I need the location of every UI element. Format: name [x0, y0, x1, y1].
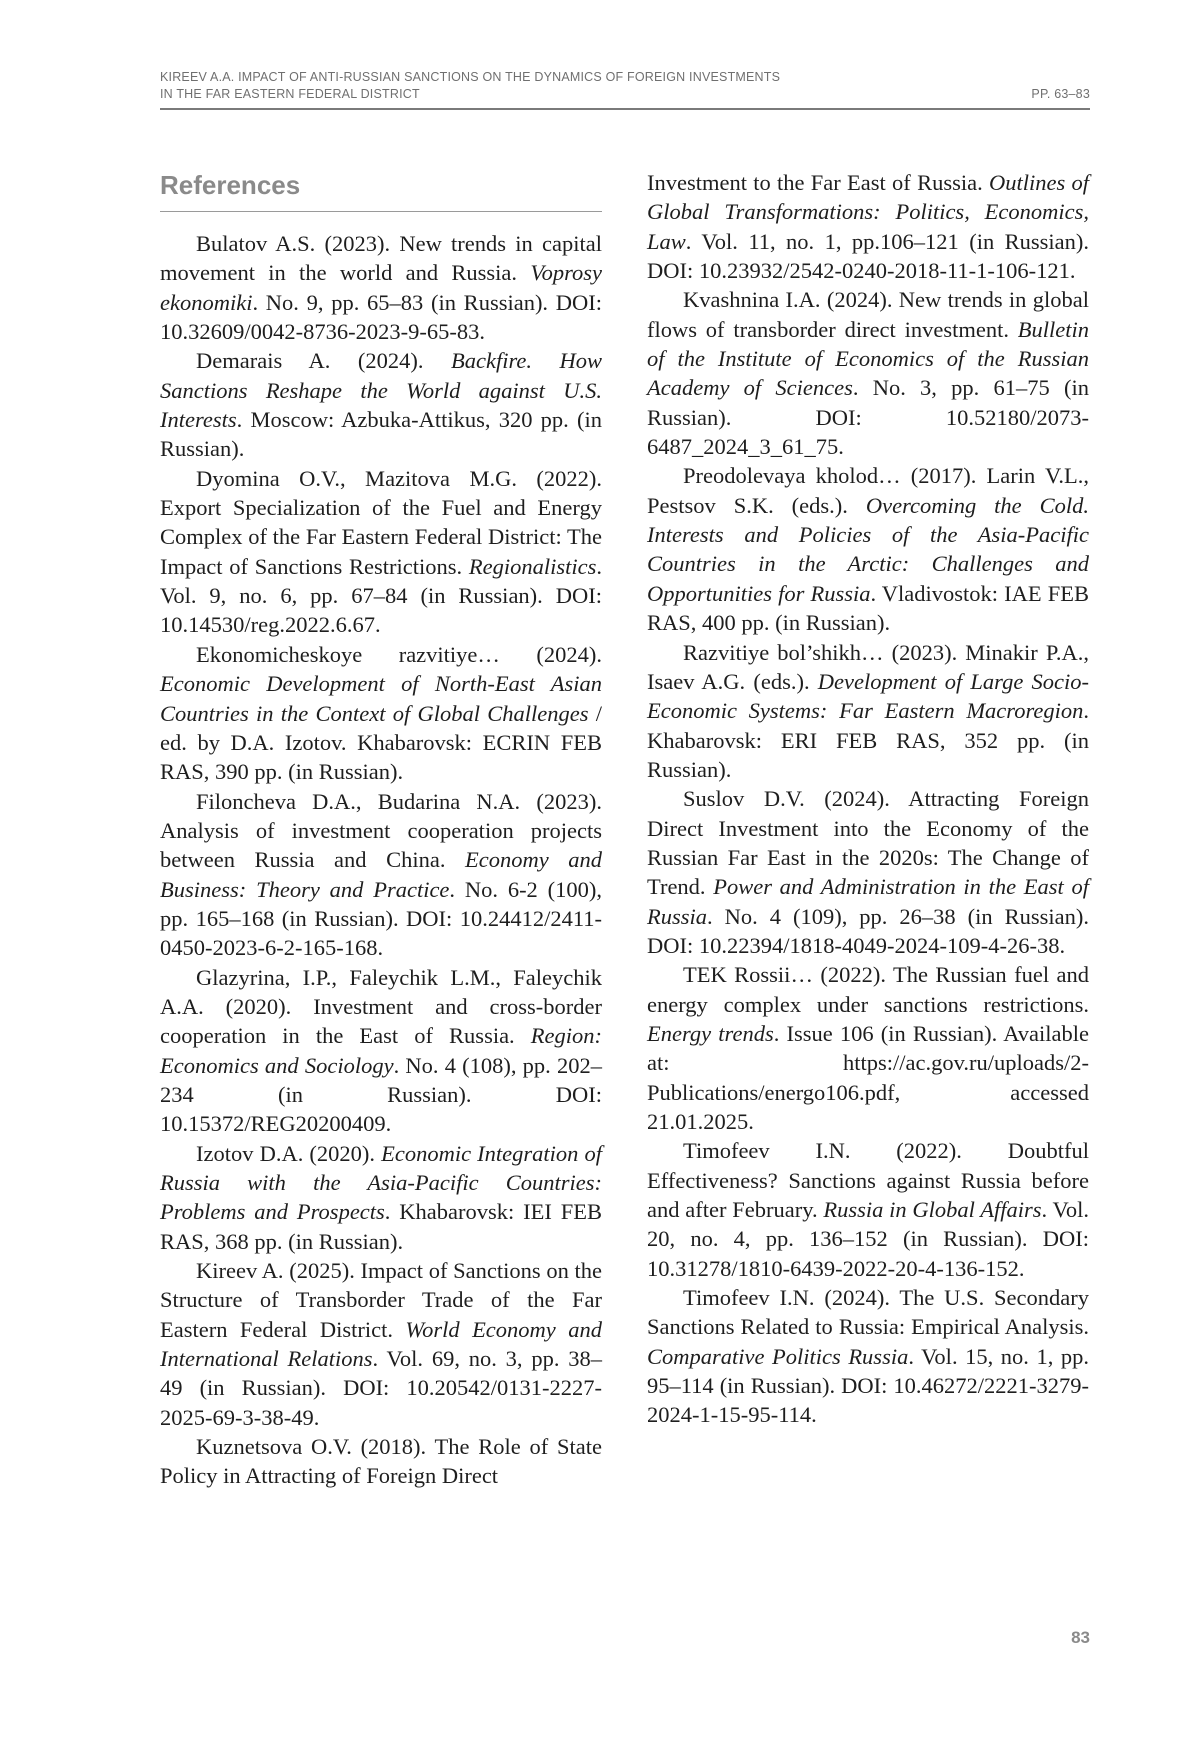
references-column-left — [160, 166, 602, 1491]
reference-entry — [647, 1283, 1089, 1430]
reference-entry — [160, 1432, 602, 1491]
reference-source: Economic Development of North-East Asian Countries in the Context of Global Challenges — [160, 671, 602, 726]
reference-text: Ekonomicheskoye razvitiye… (2024). — [196, 641, 602, 667]
header-divider — [160, 108, 1090, 110]
reference-details: . Vol. 20, no. 4, pp. 136–152 (in Russian). DOI: 10.31278/1810-6439-2022-20-4-136-152. — [647, 1197, 1089, 1281]
reference-source: Bulletin of the Institute of Economics of the Russian Academy of Sciences — [647, 316, 1089, 401]
reference-source: Backfire. How Sanctions Reshape the World against U.S. Interests — [160, 348, 603, 433]
section-title: References — [160, 170, 301, 200]
reference-entry — [160, 346, 602, 463]
reference-text: Dyomina O.V., Mazitova M.G. (2022). Export Specialization of the Fuel and Energy Complex of the Far Eastern Federal District: The Impact of Sanctions Restrictions. — [160, 465, 602, 579]
reference-text: Bulatov A.S. (2023). New trends in capital movement in the world and Russia. — [160, 231, 602, 286]
reference-entry — [160, 787, 602, 963]
reference-text: TEK Rossii… (2022). The Russian fuel and energy complex under sanctions restrictions. — [647, 962, 1089, 1017]
reference-text: Filoncheva D.A., Budarina N.A. (2023). Analysis of investment cooperation projects between Russia and China. — [160, 788, 602, 873]
reference-entry — [160, 229, 602, 346]
reference-details: . Vol. 69, no. 3, pp. 38–49 (in Russian). DOI: 10.20542/0131-2227-2025-69-3-38-49. — [160, 1346, 602, 1430]
reference-details: . Vol. 9, no. 6, pp. 67–84 (in Russian). DOI: 10.14530/reg.2022.6.67. — [160, 553, 602, 638]
running-head-line2: IN THE FAR EASTERN FEDERAL DISTRICT — [160, 87, 420, 101]
reference-entry — [647, 784, 1089, 960]
section-divider — [160, 211, 602, 212]
reference-entry — [160, 640, 602, 787]
page-range: PP. 63–83 — [1031, 87, 1090, 101]
reference-entry — [160, 1139, 602, 1256]
reference-entry — [160, 1256, 602, 1432]
reference-details: . Moscow: Azbuka-Attikus, 320 pp. (in Russian). — [160, 407, 602, 462]
reference-source: Economic Integration of Russia with the Asia-Pacific Countries: Problems and Prospects — [160, 1140, 602, 1225]
reference-entry — [160, 464, 602, 640]
reference-details: . Khabarovsk: IEI FEB RAS, 368 pp. (in Russian). — [160, 1199, 602, 1254]
reference-entry — [160, 963, 602, 1139]
reference-source: World Economy and International Relations — [160, 1316, 602, 1372]
reference-source: Outlines of Global Transformations: Politics, Economics, Law — [647, 170, 1090, 254]
reference-text: Timofeev I.N. (2024). The U.S. Secondary Sanctions Related to Russia: Empirical Analysis. — [647, 1285, 1089, 1340]
reference-text: Demarais A. (2024). — [196, 348, 451, 374]
reference-details: . Khabarovsk: ERI FEB RAS, 352 pp. (in Russian). — [647, 698, 1089, 782]
reference-source: Voprosy ekonomiki — [160, 260, 602, 315]
reference-details: . Vol. 15, no. 1, pp. 95–114 (in Russian). DOI: 10.46272/2221-3279-2024-1-15-95-114. — [647, 1343, 1089, 1428]
page-number: 83 — [1071, 1628, 1090, 1647]
reference-text: Investment to the Far East of Russia. — [647, 170, 989, 195]
reference-details: . No. 9, pp. 65–83 (in Russian). DOI: 10.32609/0042-8736-2023-9-65-83. — [160, 289, 602, 345]
reference-text: Razvitiye bol’shikh… (2023). Minakir P.A., Isaev A.G. (eds.). — [647, 639, 1089, 694]
reference-details: . Issue 106 (in Russian). Available at: https://ac.gov.ru/uploads/2-Publications/energo106.pdf, accessed 21.01.2025. — [647, 1020, 1089, 1134]
running-head — [160, 69, 1090, 103]
reference-source: Region: Economics and Sociology — [160, 1023, 602, 1078]
reference-entry — [647, 285, 1089, 461]
reference-source: Power and Administration in the East of Russia — [647, 874, 1089, 929]
reference-details: . Vladivostok: IAE FEB RAS, 400 pp. (in Russian). — [647, 580, 1089, 636]
reference-source: Russia in Global Affairs — [823, 1197, 1042, 1223]
reference-entry — [647, 461, 1089, 637]
reference-details: . No. 4 (108), pp. 202–234 (in Russian). DOI: 10.15372/REG20200409. — [160, 1052, 602, 1137]
reference-entry — [647, 1136, 1089, 1283]
reference-details: . Vol. 11, no. 1, pp.106–121 (in Russian). DOI: 10.23932/2542-0240-2018-11-1-106-121. — [647, 228, 1089, 284]
reference-entry — [647, 960, 1089, 1136]
reference-details: / ed. by D.A. Izotov. Khabarovsk: ECRIN FEB RAS, 390 pp. (in Russian). — [160, 700, 602, 785]
reference-source: Economy and Business: Theory and Practice — [160, 847, 603, 902]
reference-source: Overcoming the Cold. Interests and Policies of the Asia-Pacific Countries in the Arctic: Challenges and Opportunities for Russia — [647, 492, 1089, 606]
reference-source: Energy trends — [647, 1020, 774, 1046]
references-column-right — [647, 168, 1089, 1430]
reference-source: Development of Large Socio-Economic Systems: Far Eastern Macroregion — [647, 668, 1089, 724]
reference-text: Kvashnina I.A. (2024). New trends in global flows of transborder direct investment. — [647, 287, 1089, 342]
running-head-line1: KIREEV A.A. IMPACT OF ANTI-RUSSIAN SANCTIONS ON THE DYNAMICS OF FOREIGN INVESTMENTS — [160, 70, 781, 84]
reference-text: Suslov D.V. (2024). Attracting Foreign Direct Investment into the Economy of the Russian Far East in the 2020s: The Change of Trend. — [647, 786, 1089, 900]
reference-text: Izotov D.A. (2020). — [196, 1140, 382, 1166]
reference-entry — [647, 638, 1089, 785]
reference-details: . No. 6-2 (100), pp. 165–168 (in Russian). DOI: 10.24412/2411-0450-2023-6-2-165-168. — [160, 876, 602, 961]
reference-details: . No. 3, pp. 61–75 (in Russian). DOI: 10.52180/2073-6487_2024_3_61_75. — [647, 375, 1089, 460]
reference-text: Timofeev I.N. (2022). Doubtful Effectiveness? Sanctions against Russia before and after February. — [647, 1138, 1089, 1223]
reference-details: . No. 4 (109), pp. 26–38 (in Russian). DOI: 10.22394/1818-4049-2024-109-4-26-38. — [647, 903, 1089, 958]
reference-source: Regionalistics — [468, 553, 597, 579]
reference-entry — [647, 168, 1089, 285]
reference-text: Kuznetsova O.V. (2018). The Role of State Policy in Attracting of Foreign Direct — [160, 1434, 602, 1489]
reference-source: Comparative Politics Russia — [647, 1343, 909, 1369]
reference-text: Preodolevaya kholod… (2017). Larin V.L., Pestsov S.K. (eds.). — [647, 463, 1089, 518]
reference-text: Kireev A. (2025). Impact of Sanctions on the Structure of Transborder Trade of the Far Eastern Federal District. — [160, 1258, 602, 1342]
reference-text: Glazyrina, I.P., Faleychik L.M., Faleychik A.A. (2020). Investment and cross-border cooperation in the East of Russia. — [160, 964, 602, 1049]
